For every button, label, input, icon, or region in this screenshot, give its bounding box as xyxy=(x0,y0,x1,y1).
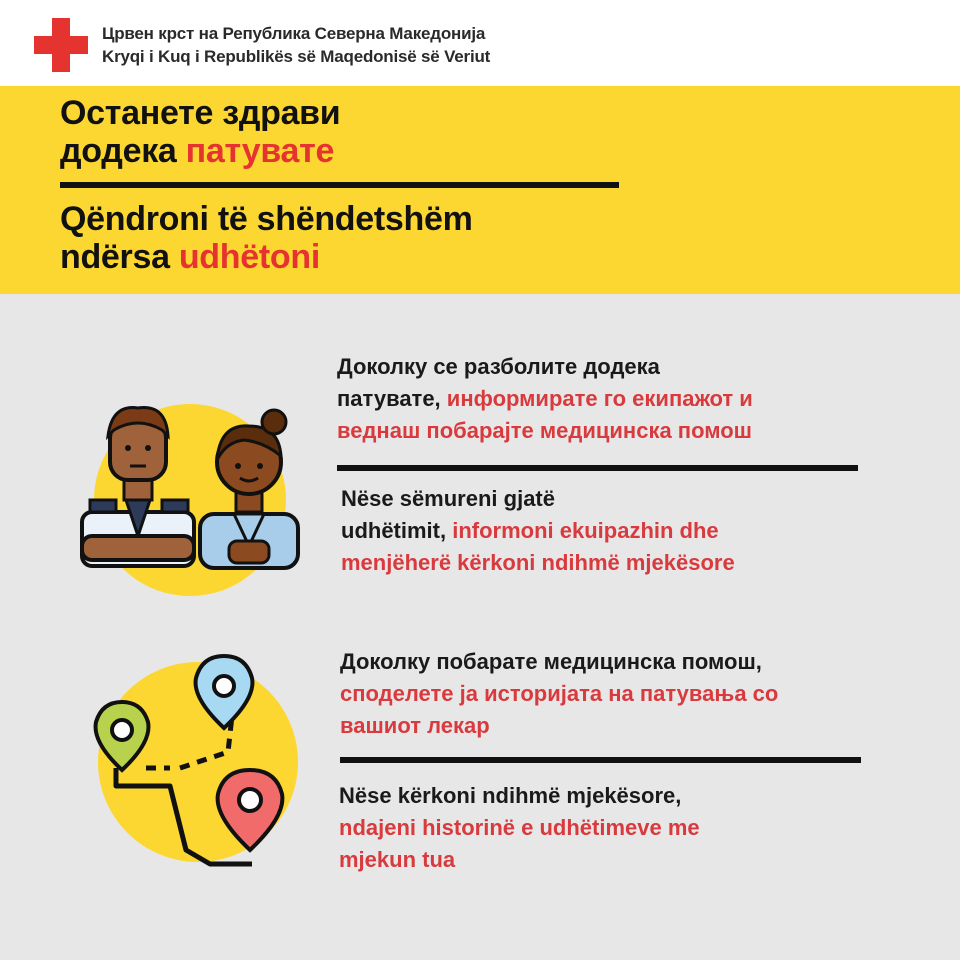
tip2-mk-text: Доколку побарате медицинска помош, споделете ја историјата на патувања со вашиот лекар xyxy=(340,649,779,738)
title-mk: Останете здрави додека патувате xyxy=(60,94,341,170)
org-name-mk: Црвен крст на Република Северна Македонија xyxy=(102,24,486,43)
tip2-divider xyxy=(340,757,861,763)
tip1-mk-text: Доколку се разболите додека патувате, информирате го екипажот и веднаш побарајте медицинска помош xyxy=(337,354,753,443)
red-cross-icon xyxy=(34,18,88,72)
title-mk-highlight: патувате xyxy=(185,132,335,170)
title-sq: Qëndroni të shëndetshëm ndërsa udhëtoni xyxy=(60,200,473,276)
tip1-sq-text: Nëse sëmureni gjatë udhëtimit, informoni ekuipazhin dhe menjëherë kërkoni ndihmë mjekësore xyxy=(341,486,735,575)
map-route-pins-illustration xyxy=(80,650,310,870)
title-sq-highlight: udhëtoni xyxy=(178,238,320,276)
tip1-divider xyxy=(337,465,858,471)
banner-divider xyxy=(60,182,619,188)
header xyxy=(0,0,960,86)
cabin-crew-illustration xyxy=(74,396,306,596)
tip2-sq-text: Nëse kërkoni ndihmë mjekësore, ndajeni historinë e udhëtimeve me mjekun tua xyxy=(339,783,700,872)
org-name-sq: Kryqi i Kuq i Republikës së Maqedonisë së Veriut xyxy=(102,47,491,66)
